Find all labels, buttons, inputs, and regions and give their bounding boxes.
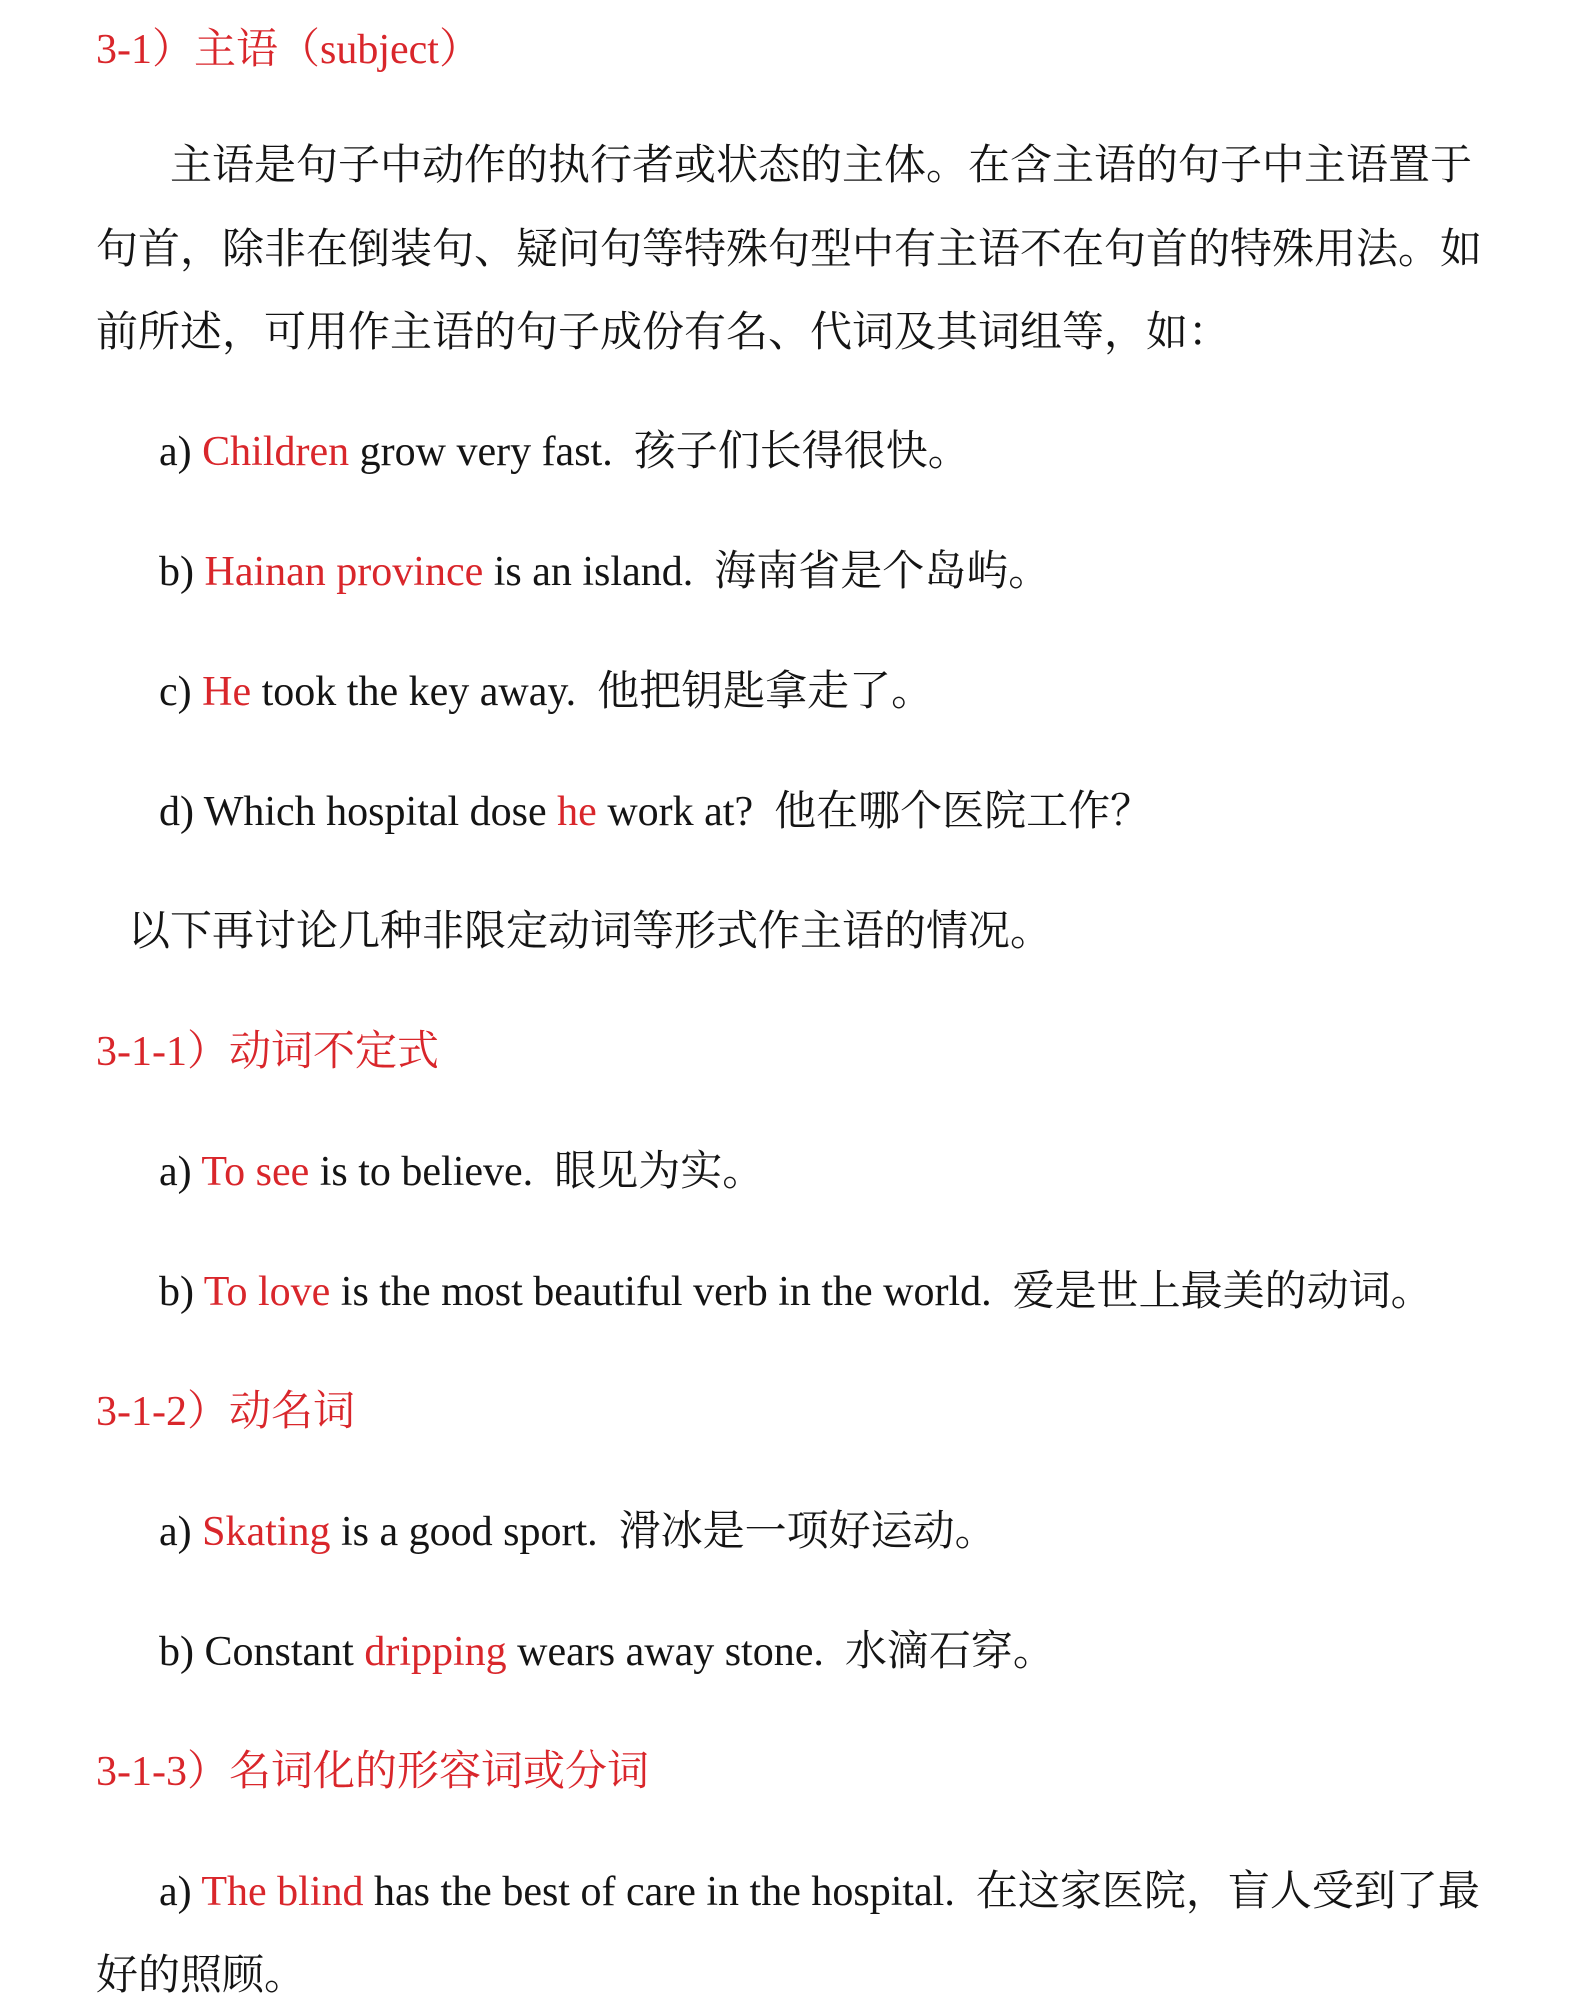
- highlighted-subject: he: [557, 789, 597, 835]
- example-infinitive-b: [159, 1264, 1433, 1320]
- example-gerund-b: [159, 1624, 1055, 1680]
- example-prefix: a): [159, 1509, 203, 1555]
- example-rest: wears away stone.: [506, 1629, 824, 1675]
- example-rest: has the best of care in the hospital.: [363, 1869, 955, 1915]
- example-rest: work at?: [596, 789, 754, 835]
- highlighted-subject: The blind: [201, 1869, 364, 1915]
- section-heading-gerund: 3-1-2）动名词: [96, 1389, 355, 1435]
- intro-line-1: 主语是句子中动作的执行者或状态的主体。在含主语的句子中主语置于: [170, 143, 1473, 189]
- section-heading-subject: 3-1）主语（subject）: [96, 27, 481, 73]
- example-subject-d: [159, 784, 1152, 840]
- example-rest: is an island.: [483, 549, 694, 595]
- highlighted-subject: To see: [201, 1149, 310, 1195]
- example-prefix: b): [159, 1269, 204, 1315]
- example-translation: 他在哪个医院工作？: [774, 789, 1153, 835]
- highlighted-subject: Children: [202, 429, 350, 475]
- example-rest: took the key away.: [251, 669, 577, 715]
- example-translation: 爱是世上最美的动词。: [1012, 1269, 1433, 1315]
- example-rest: is to believe.: [309, 1149, 534, 1195]
- example-translation: 在这家医院，盲人受到了最: [975, 1869, 1480, 1915]
- example-prefix: b) Constant: [159, 1629, 365, 1675]
- section-heading-nominalized: 3-1-3）名词化的形容词或分词: [96, 1749, 649, 1795]
- example-rest: grow very fast.: [349, 429, 613, 475]
- example-translation: 水滴石穿。: [844, 1629, 1055, 1675]
- highlighted-subject: dripping: [364, 1629, 507, 1675]
- example-infinitive-a: [159, 1144, 764, 1200]
- example-rest: is a good sport.: [330, 1509, 598, 1555]
- example-prefix: d) Which hospital dose: [159, 789, 558, 835]
- highlighted-subject: To love: [203, 1269, 331, 1315]
- highlighted-subject: He: [202, 669, 252, 715]
- example-translation: 海南省是个岛屿。: [714, 549, 1051, 595]
- example-gerund-a: [159, 1504, 997, 1560]
- example-prefix: a): [159, 429, 203, 475]
- example-translation: 孩子们长得很快。: [633, 429, 970, 475]
- highlighted-subject: Hainan province: [204, 549, 484, 595]
- example-prefix: b): [159, 549, 205, 595]
- transition-text: 以下再讨论几种非限定动词等形式作主语的情况。: [128, 909, 1053, 955]
- example-prefix: c): [159, 669, 203, 715]
- intro-line-2: 句首，除非在倒装句、疑问句等特殊句型中有主语不在句首的特殊用法。如: [96, 227, 1483, 273]
- example-nominalized-a: [159, 1864, 1480, 1920]
- section-heading-infinitive: 3-1-1）动词不定式: [96, 1029, 439, 1075]
- intro-line-3: 前所述，可用作主语的句子成份有名、代词及其词组等，如：: [96, 310, 1231, 356]
- example-subject-a: [159, 424, 970, 480]
- example-translation: 他把钥匙拿走了。: [597, 669, 934, 715]
- example-translation: 滑冰是一项好运动。: [618, 1509, 997, 1555]
- example-subject-b: [159, 544, 1050, 600]
- example-prefix: a): [159, 1869, 202, 1915]
- example-subject-c: [159, 664, 933, 720]
- example-rest: is the most beautiful verb in the world.: [330, 1269, 992, 1315]
- example-prefix: a): [159, 1149, 202, 1195]
- highlighted-subject: Skating: [202, 1509, 331, 1555]
- example-nominalized-a-continuation: 好的照顾。: [96, 1953, 307, 1999]
- example-translation: 眼见为实。: [554, 1149, 765, 1195]
